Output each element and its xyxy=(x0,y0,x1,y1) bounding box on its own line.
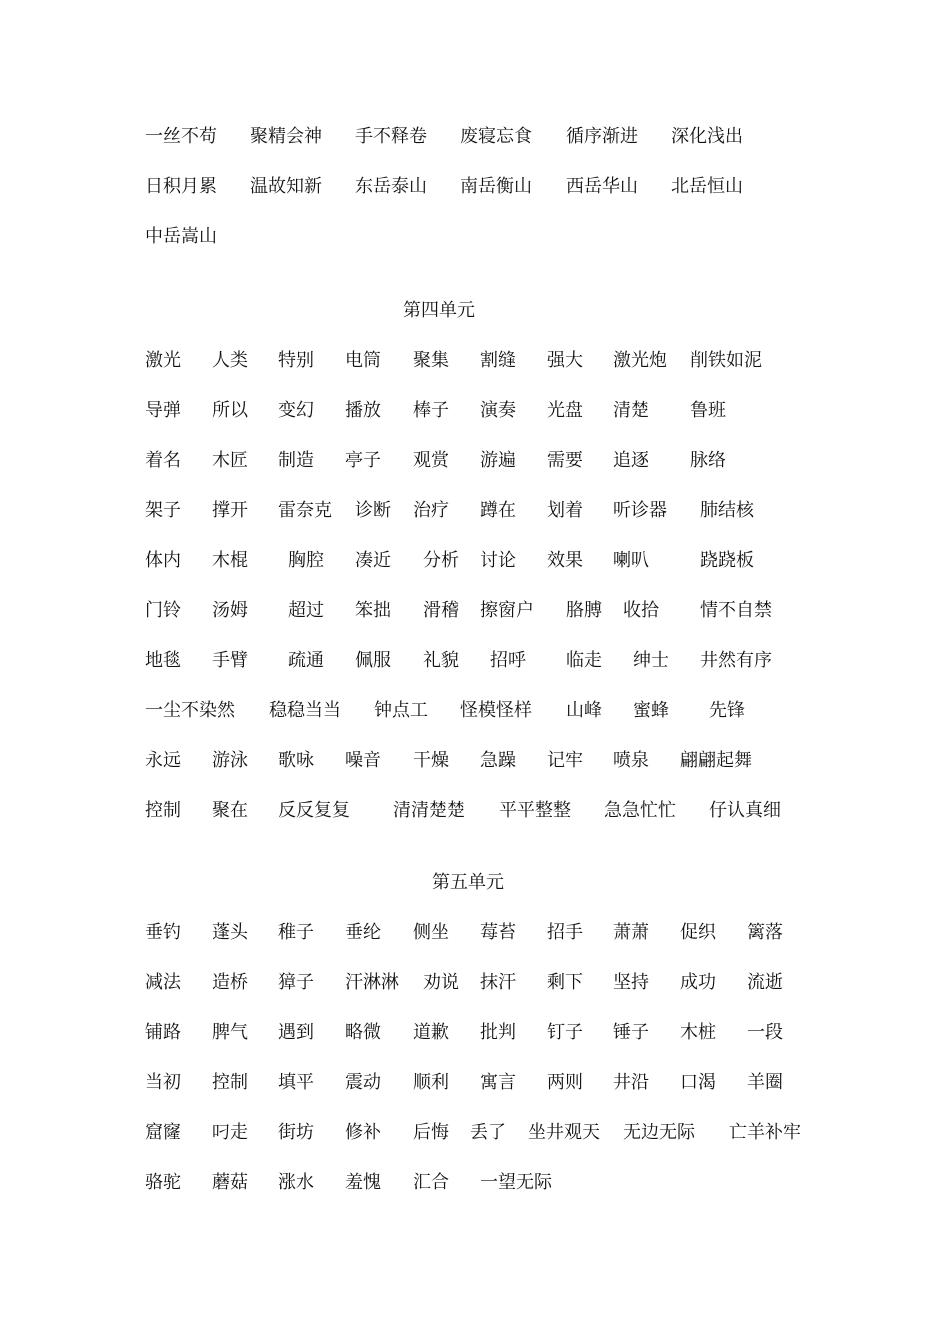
vocab-word: 滑稽 xyxy=(423,600,459,621)
unit4-row xyxy=(0,396,950,426)
vocab-word: 聚集 xyxy=(413,350,449,371)
vocab-word: 篱落 xyxy=(747,922,783,943)
vocab-word: 笨拙 xyxy=(355,600,391,621)
vocab-word: 永远 xyxy=(145,750,181,771)
vocab-word: 诊断 xyxy=(355,500,391,521)
unit5-row xyxy=(0,918,950,948)
vocab-word: 蹲在 xyxy=(480,500,516,521)
vocab-word: 南岳衡山 xyxy=(460,176,532,197)
unit4-row xyxy=(0,446,950,476)
vocab-word: 涨水 xyxy=(278,1172,314,1193)
vocab-word: 北岳恒山 xyxy=(671,176,743,197)
vocab-word: 喷泉 xyxy=(613,750,649,771)
vocab-word: 獐子 xyxy=(278,972,314,993)
vocab-word: 先锋 xyxy=(709,700,745,721)
vocab-word: 后悔 xyxy=(413,1122,449,1143)
vocab-word: 修补 xyxy=(345,1122,381,1143)
vocab-word: 一望无际 xyxy=(480,1172,552,1193)
unit4-row xyxy=(0,546,950,576)
vocab-word: 平平整整 xyxy=(499,800,571,821)
vocab-word: 干燥 xyxy=(413,750,449,771)
vocab-word: 木匠 xyxy=(212,450,248,471)
vocab-word: 遇到 xyxy=(278,1022,314,1043)
vocab-word: 效果 xyxy=(547,550,583,571)
vocab-word: 深化浅出 xyxy=(671,126,743,147)
vocab-word: 造桥 xyxy=(212,972,248,993)
vocab-word: 控制 xyxy=(212,1072,248,1093)
vocab-word: 稳稳当当 xyxy=(269,700,341,721)
vocab-word: 追逐 xyxy=(613,450,649,471)
vocab-word: 架子 xyxy=(145,500,181,521)
vocab-word: 温故知新 xyxy=(250,176,322,197)
vocab-word: 记牢 xyxy=(547,750,583,771)
vocab-word: 木棍 xyxy=(212,550,248,571)
vocab-word: 喇叭 xyxy=(613,550,649,571)
unit4-row xyxy=(0,646,950,676)
vocab-word: 汇合 xyxy=(413,1172,449,1193)
vocab-word: 街坊 xyxy=(278,1122,314,1143)
vocab-word: 一尘不染然 xyxy=(145,700,235,721)
vocab-word: 劝说 xyxy=(423,972,459,993)
vocab-word: 播放 xyxy=(345,400,381,421)
unit4-row xyxy=(0,746,950,776)
vocab-word: 莓苔 xyxy=(480,922,516,943)
unit4-title: 第四单元 xyxy=(403,300,475,321)
vocab-word: 坐井观天 xyxy=(528,1122,600,1143)
vocab-word: 中岳嵩山 xyxy=(145,226,217,247)
vocab-word: 亭子 xyxy=(345,450,381,471)
vocab-word: 制造 xyxy=(278,450,314,471)
vocab-word: 钟点工 xyxy=(374,700,428,721)
vocab-word: 循序渐进 xyxy=(566,126,638,147)
unit4-row xyxy=(0,796,950,826)
vocab-word: 当初 xyxy=(145,1072,181,1093)
vocab-word: 一丝不苟 xyxy=(145,126,217,147)
vocab-word: 锤子 xyxy=(613,1022,649,1043)
vocab-word: 控制 xyxy=(145,800,181,821)
vocab-word: 情不自禁 xyxy=(700,600,772,621)
vocab-word: 观赏 xyxy=(413,450,449,471)
vocab-word: 绅士 xyxy=(633,650,669,671)
vocab-word: 清清楚楚 xyxy=(393,800,465,821)
vocab-word: 导弹 xyxy=(145,400,181,421)
top-block-row xyxy=(0,122,950,152)
vocab-word: 撑开 xyxy=(212,500,248,521)
vocab-word: 噪音 xyxy=(345,750,381,771)
unit4-row xyxy=(0,346,950,376)
vocab-word: 窟窿 xyxy=(145,1122,181,1143)
vocab-word: 棒子 xyxy=(413,400,449,421)
vocab-word: 特别 xyxy=(278,350,314,371)
vocab-word: 西岳华山 xyxy=(566,176,638,197)
vocab-word: 收拾 xyxy=(623,600,659,621)
vocab-word: 演奏 xyxy=(480,400,516,421)
vocab-word: 促织 xyxy=(680,922,716,943)
vocab-word: 削铁如泥 xyxy=(690,350,762,371)
unit4-row xyxy=(0,596,950,626)
vocab-word: 汤姆 xyxy=(212,600,248,621)
unit4-row xyxy=(0,696,950,726)
unit5-row xyxy=(0,1168,950,1198)
vocab-word: 剩下 xyxy=(547,972,583,993)
vocab-word: 招呼 xyxy=(490,650,526,671)
vocab-word: 蘑菇 xyxy=(212,1172,248,1193)
vocab-word: 成功 xyxy=(680,972,716,993)
vocab-word: 所以 xyxy=(212,400,248,421)
vocab-word: 汗淋淋 xyxy=(345,972,399,993)
vocab-word: 填平 xyxy=(278,1072,314,1093)
vocab-word: 手臂 xyxy=(212,650,248,671)
vocab-word: 坚持 xyxy=(613,972,649,993)
vocab-word: 着名 xyxy=(145,450,181,471)
vocab-word: 两则 xyxy=(547,1072,583,1093)
vocab-word: 寓言 xyxy=(480,1072,516,1093)
top-block-row xyxy=(0,172,950,202)
vocab-word: 稚子 xyxy=(278,922,314,943)
unit5-title: 第五单元 xyxy=(432,872,504,893)
vocab-word: 叼走 xyxy=(212,1122,248,1143)
vocab-word: 东岳泰山 xyxy=(355,176,427,197)
vocab-word: 翩翩起舞 xyxy=(680,750,752,771)
vocab-word: 急躁 xyxy=(480,750,516,771)
vocab-word: 侧坐 xyxy=(413,922,449,943)
vocab-word: 聚在 xyxy=(212,800,248,821)
unit5-row xyxy=(0,968,950,998)
vocab-word: 怪模怪样 xyxy=(460,700,532,721)
vocab-word: 顺利 xyxy=(413,1072,449,1093)
vocab-word: 礼貌 xyxy=(423,650,459,671)
vocab-word: 雷奈克 xyxy=(278,500,332,521)
vocab-word: 佩服 xyxy=(355,650,391,671)
vocab-word: 抹汗 xyxy=(480,972,516,993)
vocab-word: 体内 xyxy=(145,550,181,571)
vocab-word: 钉子 xyxy=(547,1022,583,1043)
vocab-word: 光盘 xyxy=(547,400,583,421)
vocab-word: 急急忙忙 xyxy=(604,800,676,821)
vocab-word: 井然有序 xyxy=(700,650,772,671)
vocab-word: 蜜蜂 xyxy=(633,700,669,721)
vocab-word: 跷跷板 xyxy=(700,550,754,571)
unit5-row xyxy=(0,1118,950,1148)
top-block-row xyxy=(0,222,950,252)
vocab-word: 歌咏 xyxy=(278,750,314,771)
vocab-word: 临走 xyxy=(566,650,602,671)
vocab-word: 无边无际 xyxy=(623,1122,695,1143)
vocab-word: 流逝 xyxy=(747,972,783,993)
vocab-word: 人类 xyxy=(212,350,248,371)
vocab-word: 听诊器 xyxy=(613,500,667,521)
vocab-word: 反反复复 xyxy=(278,800,350,821)
vocab-word: 井沿 xyxy=(613,1072,649,1093)
vocab-word: 门铃 xyxy=(145,600,181,621)
vocab-word: 木桩 xyxy=(680,1022,716,1043)
vocab-word: 电筒 xyxy=(345,350,381,371)
vocab-word: 治疗 xyxy=(413,500,449,521)
vocab-word: 招手 xyxy=(547,922,583,943)
vocab-word: 鲁班 xyxy=(690,400,726,421)
vocab-word: 亡羊补牢 xyxy=(729,1122,801,1143)
vocab-word: 超过 xyxy=(288,600,324,621)
vocab-word: 强大 xyxy=(547,350,583,371)
vocab-word: 废寝忘食 xyxy=(460,126,532,147)
vocab-word: 日积月累 xyxy=(145,176,217,197)
vocab-word: 萧萧 xyxy=(613,922,649,943)
vocab-word: 划着 xyxy=(547,500,583,521)
vocab-word: 地毯 xyxy=(145,650,181,671)
vocab-word: 略微 xyxy=(345,1022,381,1043)
vocab-word: 聚精会神 xyxy=(250,126,322,147)
vocab-word: 垂纶 xyxy=(345,922,381,943)
vocab-word: 仔认真细 xyxy=(709,800,781,821)
vocab-word: 凑近 xyxy=(355,550,391,571)
vocab-word: 铺路 xyxy=(145,1022,181,1043)
unit5-row xyxy=(0,1068,950,1098)
vocab-word: 讨论 xyxy=(480,550,516,571)
vocab-word: 批判 xyxy=(480,1022,516,1043)
vocab-word: 变幻 xyxy=(278,400,314,421)
vocab-word: 需要 xyxy=(547,450,583,471)
vocab-word: 口渴 xyxy=(680,1072,716,1093)
vocab-word: 胸腔 xyxy=(288,550,324,571)
vocab-word: 疏通 xyxy=(288,650,324,671)
vocab-word: 激光 xyxy=(145,350,181,371)
vocab-word: 一段 xyxy=(747,1022,783,1043)
vocab-word: 游泳 xyxy=(212,750,248,771)
vocab-word: 垂钓 xyxy=(145,922,181,943)
vocab-word: 肺结核 xyxy=(700,500,754,521)
vocab-word: 激光炮 xyxy=(613,350,667,371)
vocab-word: 羊圈 xyxy=(747,1072,783,1093)
vocab-word: 丢了 xyxy=(470,1122,506,1143)
unit5-row xyxy=(0,1018,950,1048)
vocab-word: 山峰 xyxy=(566,700,602,721)
vocab-word: 减法 xyxy=(145,972,181,993)
vocab-word: 割缝 xyxy=(480,350,516,371)
vocab-word: 震动 xyxy=(345,1072,381,1093)
vocab-word: 擦窗户 xyxy=(480,600,534,621)
vocab-word: 分析 xyxy=(423,550,459,571)
unit4-row xyxy=(0,496,950,526)
vocab-word: 脉络 xyxy=(690,450,726,471)
vocab-word: 骆驼 xyxy=(145,1172,181,1193)
vocab-word: 蓬头 xyxy=(212,922,248,943)
vocab-word: 脾气 xyxy=(212,1022,248,1043)
vocab-word: 胳膊 xyxy=(566,600,602,621)
vocab-word: 清楚 xyxy=(613,400,649,421)
vocab-word: 道歉 xyxy=(413,1022,449,1043)
vocab-word: 羞愧 xyxy=(345,1172,381,1193)
vocab-word: 游遍 xyxy=(480,450,516,471)
vocab-word: 手不释卷 xyxy=(355,126,427,147)
